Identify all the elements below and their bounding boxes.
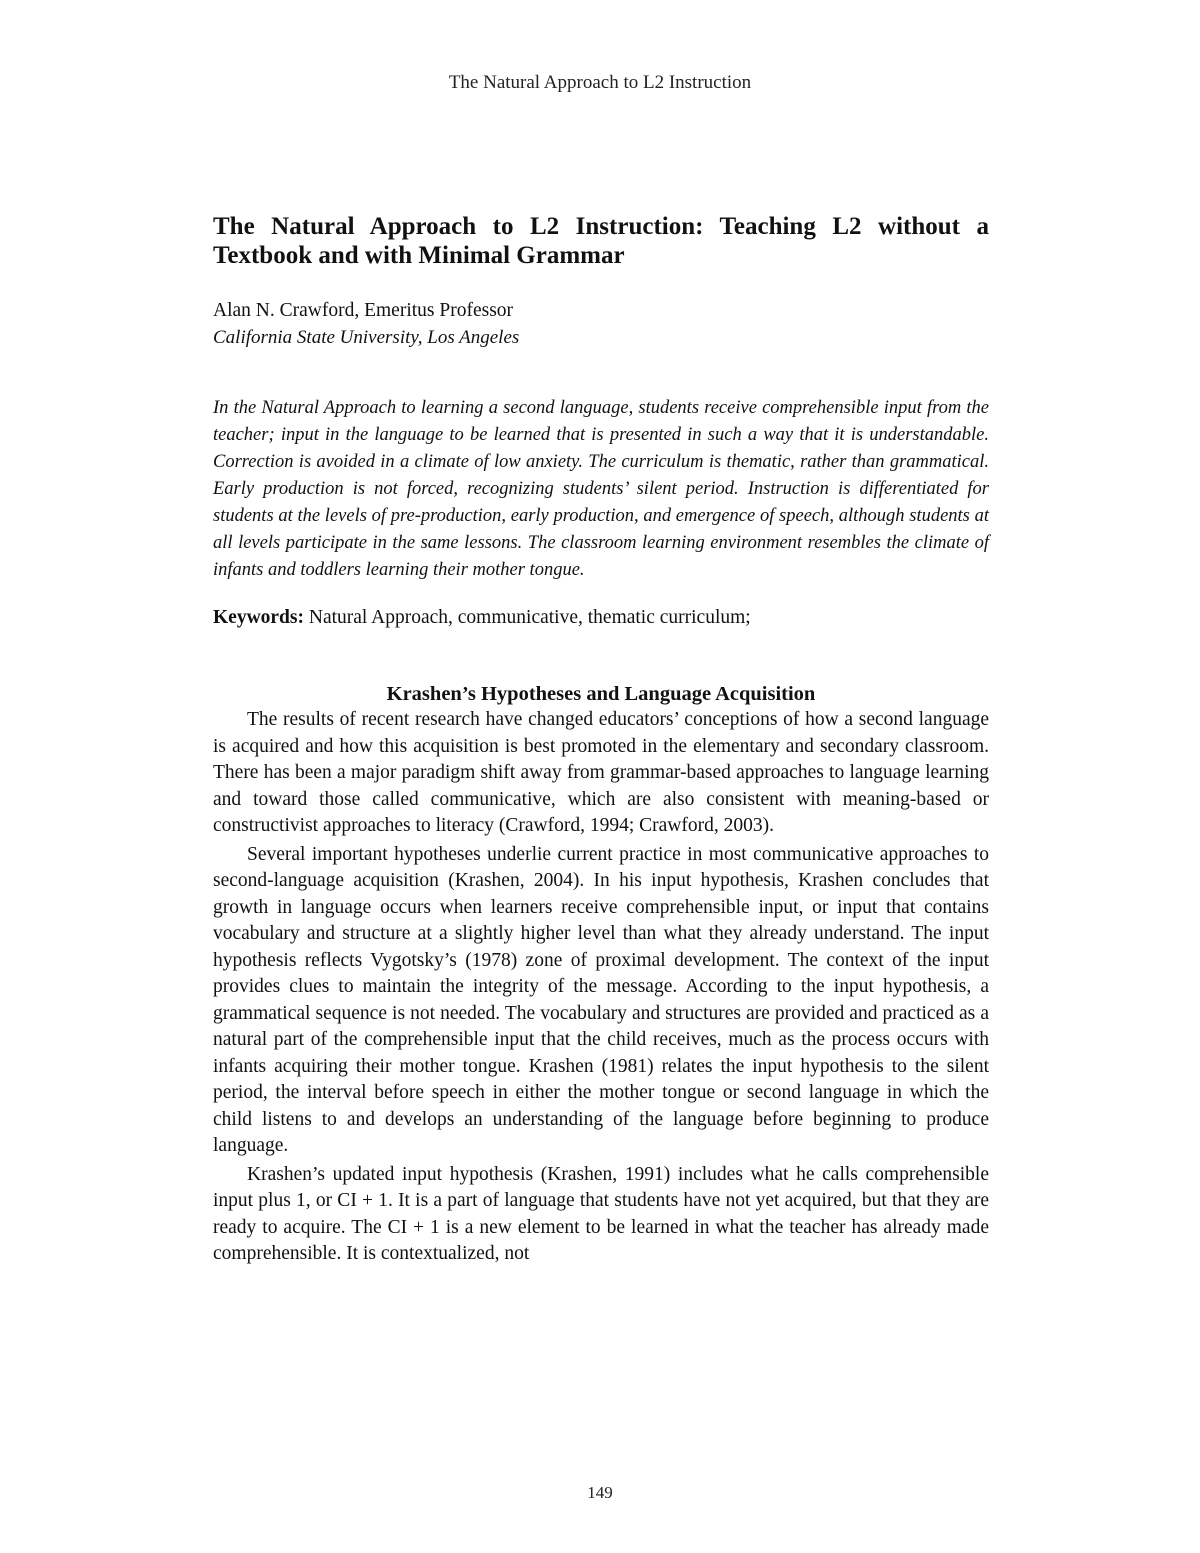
author-line: Alan N. Crawford, Emeritus Professor	[213, 300, 514, 321]
section-heading: Krashen’s Hypotheses and Language Acquisition	[386, 683, 816, 705]
body-paragraph: The results of recent research have changed educators’ conceptions of how a second language is acquired and how this acquisition is best promoted in the elementary and secondary classroom. There has been a major paradigm shift away from grammar-based approaches to language learning and toward those called communicative, which are also consistent with meaning-based or constructivist approaches to literacy (Crawford, 1994; Crawford, 2003).	[213, 709, 989, 836]
author-affiliation: California State University, Los Angeles	[213, 327, 520, 348]
article-body	[213, 212, 989, 1268]
keywords-label: Keywords:	[213, 607, 304, 628]
keywords-line	[213, 604, 989, 631]
running-header: The Natural Approach to L2 Instruction	[448, 72, 752, 93]
page-number: 149	[587, 1483, 613, 1502]
body-paragraph: Krashen’s updated input hypothesis (Krashen, 1991) includes what he calls comprehensible input plus 1, or CI + 1. It is a part of language that students have not yet acquired, but that they are ready to acquire. The CI + 1 is a new element to be learned in what the teacher has already made comprehensible. It is contextualized, not	[213, 1163, 989, 1264]
body-paragraph: Several important hypotheses underlie current practice in most communicative approaches to second-language acquisition (Krashen, 2004). In his input hypothesis, Krashen concludes that growth in language occurs when learners receive comprehensible input, or input that contains vocabulary and structure at a slightly higher level than what they already understand. The input hypothesis reflects Vygotsky’s (1978) zone of proximal development. The context of the input provides clues to maintain the integrity of the message. According to the input hypothesis, a grammatical sequence is not needed. The vocabulary and structures are provided and practiced as a natural part of the comprehensible input that the child receives, much as the process occurs with infants acquiring their mother tongue. Krashen (1981) relates the input hypothesis to the silent period, the interval before speech in either the mother tongue or second language in which the child listens to and develops an understanding of the language before beginning to produce language.	[213, 843, 989, 1156]
article-title: The Natural Approach to L2 Instruction: Teaching L2 without a Textbook and with Minimal Grammar	[213, 213, 989, 269]
keywords-text: Natural Approach, communicative, thematic curriculum;	[308, 607, 751, 628]
abstract: In the Natural Approach to learning a second language, students receive comprehensible input from the teacher; input in the language to be learned that is presented in such a way that it is understandable. Correction is avoided in a climate of low anxiety. The curriculum is thematic, rather than grammatical. Early production is not forced, recognizing students’ silent period. Instruction is differentiated for students at the levels of pre-production, early production, and emergence of speech, although students at all levels participate in the same lessons. The classroom learning environment resembles the climate of infants and toddlers learning their mother tongue.	[213, 398, 989, 580]
